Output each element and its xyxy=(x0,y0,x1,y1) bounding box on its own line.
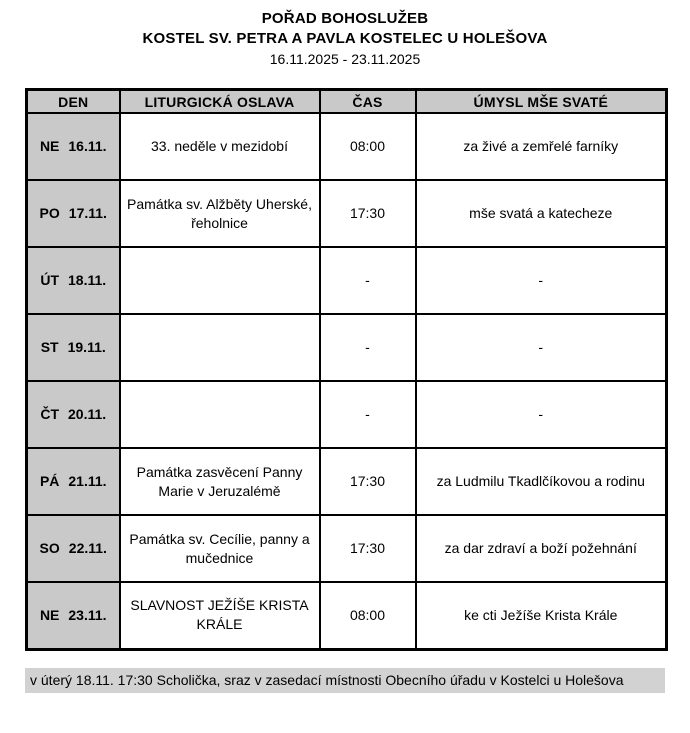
day-abbr: PÁ xyxy=(39,473,60,489)
intention-cell: mše svatá a katecheze xyxy=(416,180,667,247)
time-cell: 08:00 xyxy=(320,582,416,649)
intention-cell: - xyxy=(416,381,667,448)
footer-note: v úterý 18.11. 17:30 Scholička, sraz v zasedací místnosti Obecního úřadu v Kostelci u Holešova xyxy=(25,668,665,693)
day-cell xyxy=(27,180,120,247)
table-row xyxy=(27,113,667,180)
table-row xyxy=(27,448,667,515)
column-header-liturgicka-oslava: LITURGICKÁ OSLAVA xyxy=(120,90,320,114)
intention-cell: za živé a zemřelé farníky xyxy=(416,113,667,180)
day-date: 18.11. xyxy=(68,272,107,288)
table-row xyxy=(27,381,667,448)
day-cell xyxy=(27,381,120,448)
time-cell: - xyxy=(320,247,416,314)
page-title: POŘAD BOHOSLUŽEB xyxy=(261,10,429,27)
intention-cell: za dar zdraví a boží požehnání xyxy=(416,515,667,582)
day-abbr: SO xyxy=(39,540,60,556)
celebration-cell: SLAVNOST JEŽÍŠE KRISTA KRÁLE xyxy=(120,582,320,649)
time-cell: - xyxy=(320,314,416,381)
day-date: 20.11. xyxy=(68,406,107,422)
time-cell: 17:30 xyxy=(320,448,416,515)
time-cell: 17:30 xyxy=(320,515,416,582)
day-cell xyxy=(27,113,120,180)
column-header-den: DEN xyxy=(27,90,120,114)
column-header-umysl: ÚMYSL MŠE SVATÉ xyxy=(416,90,667,114)
column-header-cas: ČAS xyxy=(320,90,416,114)
table-row xyxy=(27,515,667,582)
time-cell: - xyxy=(320,381,416,448)
table-header-row xyxy=(27,90,667,114)
day-date: 23.11. xyxy=(68,606,107,623)
celebration-cell xyxy=(120,314,320,381)
celebration-cell: Památka zasvěcení Panny Marie v Jeruzalémě xyxy=(120,448,320,515)
celebration-cell xyxy=(120,247,320,314)
day-date: 22.11. xyxy=(68,540,107,556)
day-cell xyxy=(27,448,120,515)
intention-cell: ke cti Ježíše Krista Krále xyxy=(416,582,667,649)
day-cell xyxy=(27,247,120,314)
intention-cell: - xyxy=(416,247,667,314)
time-cell: 17:30 xyxy=(320,180,416,247)
celebration-cell: Památka sv. Alžběty Uherské, řeholnice xyxy=(120,180,320,247)
date-range: 16.11.2025 - 23.11.2025 xyxy=(269,51,421,67)
church-name: KOSTEL SV. PETRA A PAVLA KOSTELEC U HOLEŠOVA xyxy=(142,30,548,47)
table-row xyxy=(27,247,667,314)
day-cell xyxy=(27,314,120,381)
day-date: 17.11. xyxy=(68,205,107,221)
day-abbr: ČT xyxy=(40,406,59,422)
day-abbr: ÚT xyxy=(40,272,59,288)
day-date: 16.11. xyxy=(68,138,107,154)
time-cell: 08:00 xyxy=(320,113,416,180)
day-abbr: ST xyxy=(40,339,59,355)
day-abbr: PO xyxy=(39,205,60,221)
document-header xyxy=(0,0,690,69)
day-date: 21.11. xyxy=(68,473,107,489)
day-abbr: NE xyxy=(39,138,60,154)
day-cell xyxy=(27,515,120,582)
day-cell xyxy=(27,582,120,649)
celebration-cell: 33. neděle v mezidobí xyxy=(120,113,320,180)
celebration-cell xyxy=(120,381,320,448)
celebration-cell: Památka sv. Cecílie, panny a mučednice xyxy=(120,515,320,582)
table-row xyxy=(27,180,667,247)
day-date: 19.11. xyxy=(67,339,106,355)
table-row xyxy=(27,582,667,649)
intention-cell: - xyxy=(416,314,667,381)
intention-cell: za Ludmilu Tkadlčíkovou a rodinu xyxy=(416,448,667,515)
schedule-table xyxy=(25,88,668,651)
day-abbr: NE xyxy=(39,606,60,623)
table-row xyxy=(27,314,667,381)
